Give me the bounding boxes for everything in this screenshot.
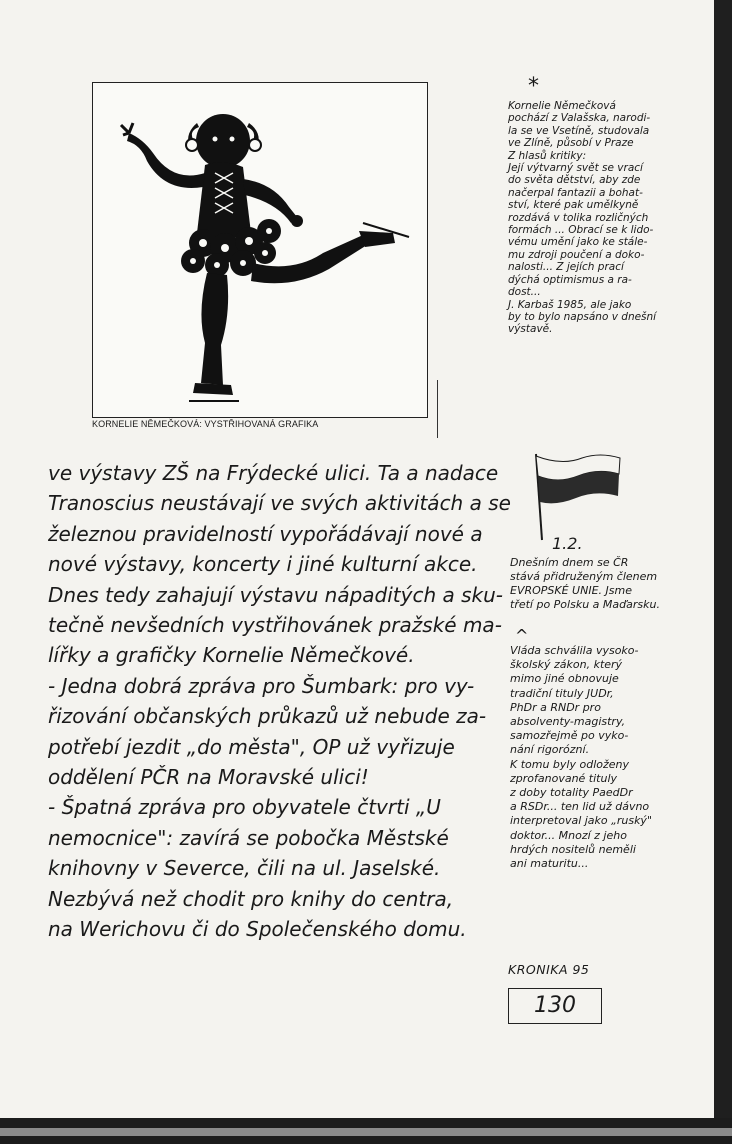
side-note-line: výstavě. bbox=[508, 323, 553, 336]
law-note-line: tradiční tituly JUDr, bbox=[510, 686, 614, 700]
page-number: 130 bbox=[508, 988, 602, 1024]
main-text-line: na Werichovu či do Společenského domu. bbox=[48, 917, 467, 942]
law-note-line: zprofanované tituly bbox=[510, 771, 618, 785]
eu-note-line: EVROPSKÉ UNIE. Jsme bbox=[510, 584, 632, 597]
law-note-line: mimo jiné obnovuje bbox=[510, 672, 619, 686]
czech-flag-drawing bbox=[522, 450, 622, 542]
side-note-line: do světa dětství, aby zde bbox=[508, 174, 641, 187]
side-note-line: la se ve Vsetíně, studovala bbox=[508, 124, 650, 137]
main-text-line: Dnes tedy zahajují výstavu nápaditých a sku- bbox=[48, 582, 503, 607]
eu-note-line: stává přidruženým členem bbox=[510, 570, 658, 583]
law-note-line: PhDr a RNDr pro bbox=[510, 700, 601, 714]
main-text-line: tečně nevšedních vystřihovánek pražské ma- bbox=[48, 613, 502, 638]
law-note-line: školský zákon, který bbox=[510, 658, 623, 672]
main-text-line: nové výstavy, koncerty i jiné kulturní akce. bbox=[48, 552, 478, 577]
asterisk-mark: * bbox=[528, 74, 539, 99]
side-note-line: Její výtvarný svět se vrací bbox=[508, 162, 643, 175]
side-note-line: formách ... Obrací se k lido- bbox=[508, 224, 654, 237]
main-text-line: lířky a grafičky Kornelie Němečkové. bbox=[48, 643, 415, 668]
university-law-note bbox=[510, 644, 710, 871]
main-chronicle-text bbox=[48, 458, 511, 945]
flag-date: 1.2. bbox=[552, 534, 583, 553]
illustration-frame bbox=[92, 82, 428, 418]
law-note-line: absolventy-magistry, bbox=[510, 715, 626, 729]
side-note-line: J. Karbaš 1985, ale jako bbox=[508, 298, 632, 311]
side-note-line: ve Zlíně, působí v Praze bbox=[508, 137, 634, 150]
scan-edge-strip bbox=[0, 1128, 732, 1136]
main-text-line: Nezbývá než chodit pro knihy do centra, bbox=[48, 886, 454, 911]
side-note-line: nalosti... Z jejích prací bbox=[508, 261, 624, 274]
main-text-line: řizování občanských průkazů už nebude za- bbox=[48, 704, 487, 729]
chronicle-label: KRONIKA 95 bbox=[508, 962, 590, 977]
main-text-line: potřebí jezdit „do města", OP už vyřizuje bbox=[48, 734, 455, 759]
law-note-line: Vláda schválila vysoko- bbox=[510, 644, 639, 657]
scan-edge-right bbox=[714, 0, 732, 1144]
side-note-line: načerpal fantazii a bohat- bbox=[508, 186, 643, 199]
main-text-line: - Špatná zpráva pro obyvatele čtvrti „U bbox=[48, 795, 441, 820]
side-note-line: Kornelie Němečková bbox=[508, 100, 616, 112]
law-note-line: nání rigorózní. bbox=[510, 743, 590, 757]
eu-note-line: Dnešním dnem se ČR bbox=[510, 556, 629, 569]
side-note-line: dýchá optimismus a ra- bbox=[508, 273, 632, 286]
law-note-line: K tomu byly odloženy bbox=[510, 757, 630, 771]
law-note-line: ani maturitu... bbox=[510, 857, 589, 871]
main-text-line: - Jedna dobrá zpráva pro Šumbark: pro vy- bbox=[48, 673, 475, 698]
main-text-line: oddělení PČR na Moravské ulici! bbox=[48, 765, 369, 790]
law-note-line: z doby totality PaedDr bbox=[510, 786, 633, 800]
law-note-line: interpretoval jako „ruský" bbox=[510, 814, 653, 828]
eu-note-line: třetí po Polsku a Maďarsku. bbox=[510, 598, 660, 611]
side-note-line: rozdává v tolika rozličných bbox=[508, 211, 649, 224]
law-note-line: hrdých nositelů neměli bbox=[510, 842, 636, 856]
artist-side-note bbox=[508, 100, 703, 336]
law-note-line: samozřejmě po vyko- bbox=[510, 729, 629, 743]
caret-mark: ^ bbox=[515, 626, 529, 645]
side-note-line: dost... bbox=[508, 286, 541, 299]
divider-line bbox=[437, 380, 438, 438]
side-note-line: pochází z Valašska, narodi- bbox=[508, 112, 651, 125]
law-note-line: a RSDr... ten lid už dávno bbox=[510, 800, 650, 814]
side-note-line: ství, které pak umělkyně bbox=[508, 199, 639, 212]
main-text-line: nemocnice": zavírá se pobočka Městské bbox=[48, 825, 449, 850]
main-text-line: ve výstavy ZŠ na Frýdecké ulici. Ta a nadace bbox=[48, 461, 499, 485]
illustration-caption: KORNELIE NĚMEČKOVÁ: VYSTŘIHOVANÁ GRAFIKA bbox=[92, 419, 319, 429]
side-note-line: Z hlasů kritiky: bbox=[508, 149, 587, 162]
eu-membership-note bbox=[510, 556, 708, 612]
law-note-line: doktor... Mnozí z jeho bbox=[510, 828, 627, 842]
main-text-line: železnou pravidelností vypořádávají nové a bbox=[48, 521, 483, 546]
side-note-line: mu zdroji poučení a doko- bbox=[508, 248, 645, 261]
main-text-line: Tranoscius neustávají ve svých aktivitách a se bbox=[48, 491, 511, 516]
skater-cutout-illustration bbox=[93, 83, 427, 417]
main-text-line: knihovny v Severce, čili na ul. Jaselské. bbox=[48, 856, 441, 881]
side-note-line: by to bylo napsáno v dnešní bbox=[508, 310, 657, 323]
side-note-line: vému umění jako ke stále- bbox=[508, 236, 648, 249]
